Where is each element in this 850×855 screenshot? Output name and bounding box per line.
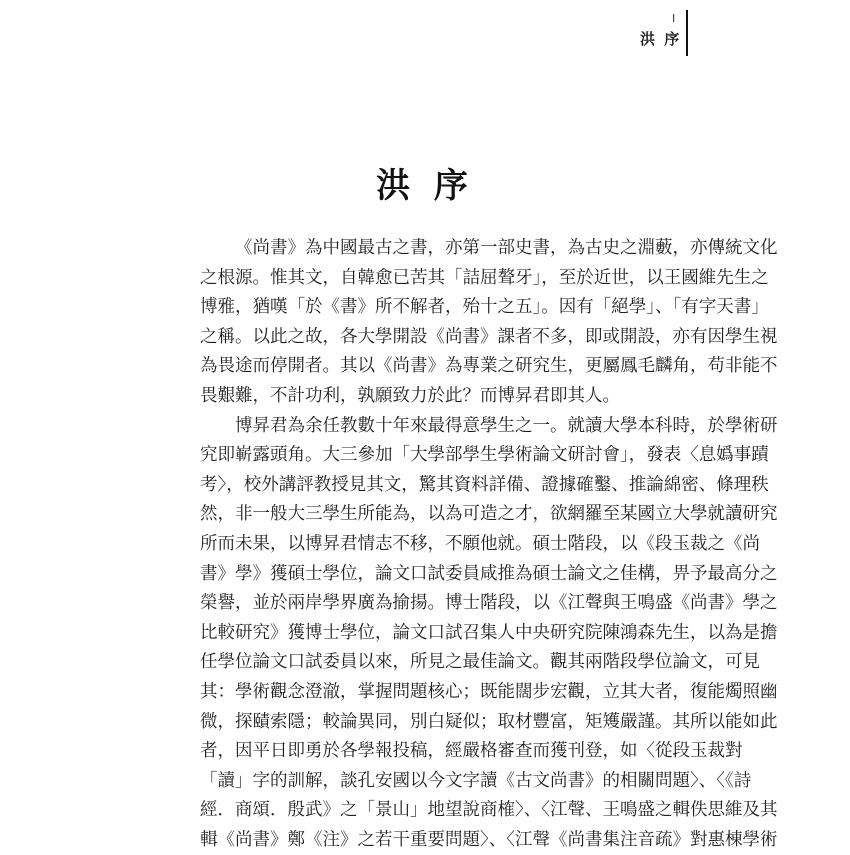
text-line: 畏艱難，不計功利，孰願致力於此？而博昇君即其人。 <box>200 385 620 406</box>
text-line: 之根源。惟其文，自韓愈已苦其「詰屈聱牙」，至於近世，以王國維先生之 <box>200 267 769 288</box>
chapter-title: 洪 序 <box>376 166 474 206</box>
text-line: 經．商頌．殷武》之「景山」地望說商榷〉、〈江聲、王鳴盛之輯佚思維及其 <box>200 800 778 821</box>
edge-rule <box>686 10 688 56</box>
text-line: 任學位論文口試委員以來，所見之最佳論文。觀其兩階段學位論文，可見 <box>200 652 760 673</box>
running-head: 洪 序 <box>640 30 682 48</box>
text-line: 微，探賾索隱；較論異同，別白疑似；取材豐富，矩矱嚴謹。其所以能如此 <box>200 711 778 732</box>
text-line: 考〉，校外講評教授見其文，驚其資料詳備、證據確鑿、推論綿密、條理秩 <box>200 474 769 495</box>
text-line: 為畏途而停開者。其以《尚書》為專業之研究生，更屬鳳毛麟角，苟非能不 <box>200 356 778 377</box>
text-line: 比較研究》獲博士學位，論文口試召集人中央研究院陳鴻森先生，以為是擔 <box>200 622 778 643</box>
text-line: 《尚書》為中國最古之書，亦第一部史書，為古史之淵藪，亦傳統文化 <box>235 238 778 258</box>
text-line: 輯《尚書》鄭《注》之若干重要問題〉、〈江聲《尚書集注音疏》對惠棟學術 <box>200 829 778 850</box>
text-line: 博昇君為余任教數十年來最得意學生之一。就讀大學本科時，於學術研 <box>235 415 778 436</box>
text-line: 然，非一般大三學生所能為，以為可造之才，欲網羅至某國立大學就讀研究 <box>200 504 778 525</box>
text-line: 博雅，猶嘆「於《書》所不解者，殆十之五」。因有「絕學」、「有字天書」 <box>200 297 769 318</box>
body-text <box>200 234 778 855</box>
text-line: 究即嶄露頭角。大三參加「大學部學生學術論文研討會」，發表〈息嬀事蹟 <box>200 445 769 466</box>
text-line: 之稱。以此之故，各大學開設《尚書》課者不多，即或開設，亦有因學生視 <box>200 326 778 347</box>
text-line: 者，因平日即勇於各學報投稿，經嚴格審查而獲刊登，如〈從段玉裁對 <box>200 741 743 762</box>
text-line: 榮譽，並於兩岸學界廣為揄揚。博士階段，以《江聲與王鳴盛《尚書》學之 <box>200 593 778 614</box>
page-number: I <box>672 12 676 25</box>
text-line: 「讀」字的訓解，談孔安國以今文字讀《古文尚書》的相關問題〉、〈《詩 <box>200 770 752 791</box>
text-line: 所而未果，以博昇君情志不移，不願他就。碩士階段，以《段玉裁之《尚 <box>200 533 760 554</box>
text-line: 其：學術觀念澄澈，掌握問題核心；既能闊步宏觀，立其大者，復能燭照幽 <box>200 681 778 702</box>
text-line: 書》學》獲碩士學位，論文口試委員咸推為碩士論文之佳構，畀予最高分之 <box>200 563 778 584</box>
